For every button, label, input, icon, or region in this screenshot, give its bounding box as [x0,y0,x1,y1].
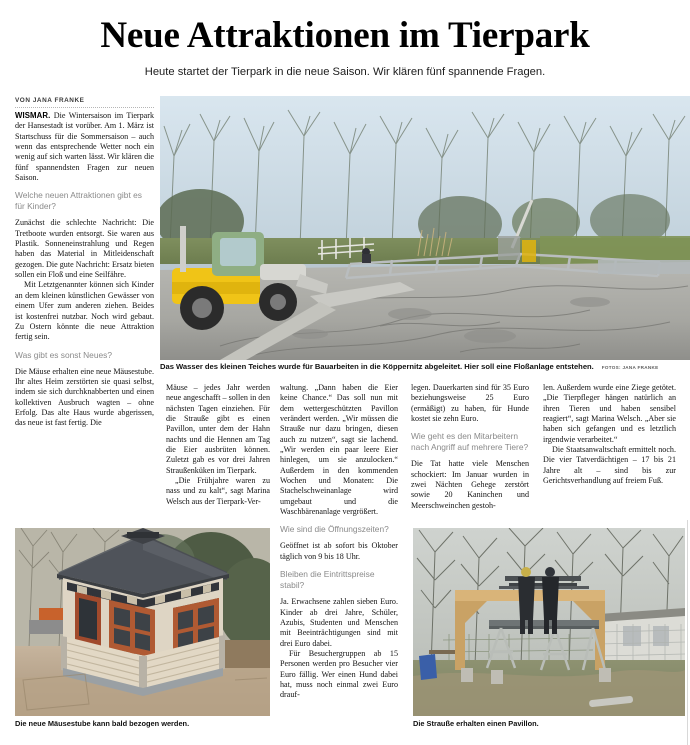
caption-main-text: Das Wasser des kleinen Teiches wurde für Bauarbeiten in die Köppernitz abgeleitet. Hier soll eine Floßanlage entstehen. [160,362,594,371]
caption-bottom-right: Die Strauße erhalten einen Pavillon. [413,719,539,728]
paragraph-c3-p1: waltung. „Dann haben die Eier keine Chance.“ Das soll nun mit dem wettergeschützten Pavillon verändert werden. „Wir müssen die Strauße nur dazu bringen, diesen auch zu nutzen“, sagt sie lachend. „Wir werden ein paar leere Eier hinlegen, um sie anzulocken.“ Außerdem in den kommenden Wochen und Monaten: Die Stachelschweinanlage wird umgebaut und die Waschbärenanlage vergrößert. [280,383,398,517]
paragraph-c3-p2: Geöffnet ist ab sofort bis Oktober täglich von 9 bis 18 Uhr. [280,541,398,561]
paragraph-c2-p1: Mäuse – jedes Jahr werden neue angeschafft – sollen in den nächsten Tagen einziehen. Für die Strauße gibt es einen Pavillon, unter dem der Hahn nachts und die Hennen am Tag die Eier ausbrüten können. Zuletzt gab es vor drei Jahren Straußenküken im Tierpark. [166,383,270,475]
caption-bottom-left: Die neue Mäusestube kann bald bezogen werden. [15,719,190,728]
paragraph-c1-p1: Zunächst die schlechte Nachricht: Die Tretboote wurden entsorgt. Sie waren aus Plastik. Sonneneinstrahlung und Regen haben das Material in Mitleidenschaft gezogen. Die gute Nachricht: Ersatz bieten sollen ein Floß und eine Seilfähre. [15,218,154,280]
question-heading-3: Wie sind die Öffnungszeiten? [280,524,389,535]
paragraph-c5-p1: len. Außerdem wurde eine Ziege getötet. „Die Tierpfleger hängen natürlich an ihren Tieren und haben sensibel reagiert“, sagt Marina Welsch. „Aber sie haben sich gefangen und es letztlich irgendwie verarbeitet.“ [543,383,676,444]
page-title: Neue Attraktionen im Tierpark [100,15,590,56]
subheadline: Heute startet der Tierpark in die neue Saison. Wir klären fünf spannende Fragen. [144,66,546,78]
lead-body: Die Wintersaison im Tierpark der Hansestadt ist vorüber. Am 1. März ist Startschuss für die Sommersaison – auch wenn das entsprechende Wetter noch ein wenig auf sich warten lässt. Wir klären die fünf spannendsten Fragen zur neuen Saison. [15,111,154,183]
article-column-1 [15,97,154,429]
paragraph-c4-p1: legen. Dauerkarten sind für 35 Euro beziehungsweise 25 Euro (ermäßigt) zu haben, für Hunde kostet sie zehn Euro. [411,383,529,424]
page-divider-rule [687,520,688,745]
photo-pond-construction-image [160,96,690,360]
byline: VON JANA FRANKE [15,97,154,108]
paragraph-c1-p2: Mit Letztgenannter können sich Kinder an dem kleinen künstlichen Gewässer von einem Ufer zum anderen ziehen. Beides ist kostenfrei nutzbar. Noch wird gebaut. Zu Ostern könnte die neue Attraktion fertig sein. [15,280,154,342]
lead-paragraph [15,111,154,183]
paragraph-c5-p2: Die Staatsanwaltschaft ermittelt noch. Die vier Tatverdächtigen – 17 bis 21 Jahre alt – sind bis zur Gerichtsverhandlung auf freiem Fuß. [543,445,676,486]
photo-credit: FOTOS: JANA FRANKE [601,365,659,370]
question-heading-5: Wie geht es den Mitarbeitern nach Angriff auf mehrere Tiere? [411,431,529,453]
paragraph-c4-p2: Die Tat hatte viele Menschen schockiert: Im Januar wurden in zwei Nächten Gehege zerstört sowie 20 Kaninchen und Meerschweinchen gestoh- [411,459,529,510]
article-column-3 [280,383,398,701]
article-column-5 [543,383,676,486]
photo-ostrich-pavilion-image [413,528,685,716]
article-column-4 [411,383,529,511]
paragraph-c3-p4: Für Besuchergruppen ab 15 Personen werden pro Besucher vier Euro fällig. Wer einen Hund dabei hat, muss noch einmal zwei Euro drauf- [280,648,398,700]
paragraph-c3-p3: Ja. Erwachsene zahlen sieben Euro. Kinder ab drei Jahre, Schüler, Azubis, Studenten und Menschen mit Beeinträchtigungen sind mit drei Euro dabei. [280,597,398,648]
article-column-2 [166,383,270,507]
photo-ostrich-pavilion [413,528,685,716]
paragraph-c2-p2: „Die Frühjahre waren zu nass und zu kalt“, sagt Marina Welsch aus der Tierpark-Ver- [166,476,270,506]
photo-mouse-house-image [15,528,270,716]
paragraph-c1-p3: Die Mäuse erhalten eine neue Mäusestube. Ihr altes Heim zerstörten sie quasi selbst, indem sie sich durchknabberten und einen kollektiven Ausbruch wagten – ohne Erfolg. Das alte Haus wurde abgerissen, das neue ist fast fertig. Die [15,366,154,428]
question-heading-4: Bleiben die Eintrittspreise stabil? [280,569,375,591]
caption-main-photo [160,362,690,373]
question-heading-2: Was gibt es sonst Neues? [15,349,112,360]
photo-pond-construction [160,96,690,360]
question-heading-1: Welche neuen Attraktionen gibt es für Kinder? [15,190,142,212]
dateline: WISMAR. [15,111,51,120]
photo-mouse-house [15,528,270,716]
